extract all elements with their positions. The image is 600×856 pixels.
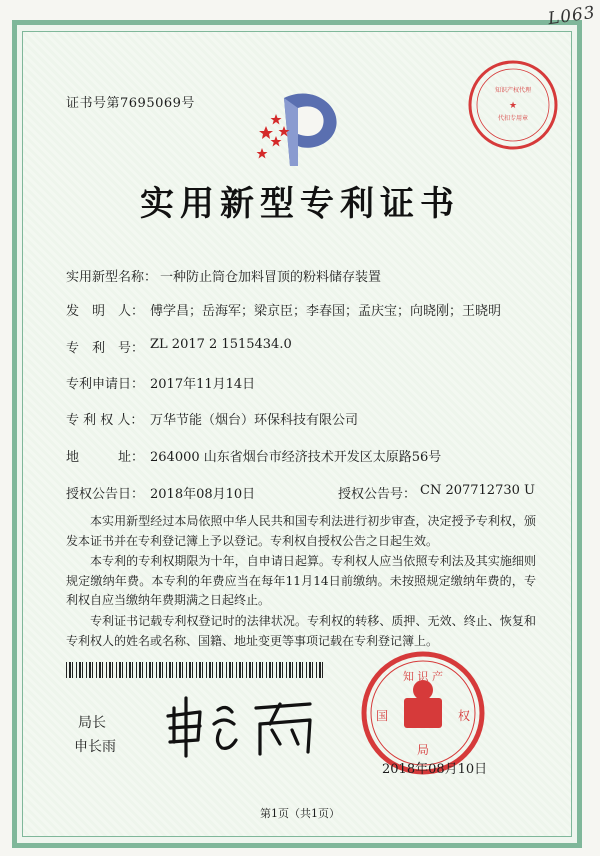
patentee-value: 万华节能（烟台）环保科技有限公司 [150,413,359,428]
patent-number-label: 专 利 号： [66,341,145,356]
grant-number-label: 授权公告号： [338,487,417,502]
body-paragraph-1: 本实用新型经过本局依照中华人民共和国专利法进行初步审查，决定授予专利权，颁发本证书并在专利登记簿上予以登记。专利权自授权公告之日起生效。 [66,514,536,548]
filing-date-label: 专利申请日： [66,377,145,392]
seal-date: 2018年08月10日 [382,762,488,777]
svg-text:权: 权 [457,709,471,723]
certificate-title: 实用新型专利证书 [140,184,460,224]
handwritten-note: L063 [546,2,597,30]
grant-date-value: 2018年08月10日 [150,487,256,502]
grant-date-label: 授权公告日： [66,487,145,502]
director-title: 局长 [78,715,106,731]
address-label: 地 址： [66,450,145,465]
patent-number-value: ZL 2017 2 1515434.0 [150,337,292,352]
inventor-value: 傅学昌；岳海军；梁京臣；李春国；孟庆宝；向晓刚；王晓明 [150,304,502,319]
certificate-number: 证书号第7695069号 [66,96,195,111]
utility-model-name-label: 实用新型名称： [66,270,158,285]
svg-text:局: 局 [416,743,430,757]
body-paragraph-3: 专利证书记载专利权登记时的法律状况。专利权的转移、质押、无效、终止、恢复和专利权人的姓名或名称、国籍、地址变更等事项记载在专利登记簿上。 [66,614,536,648]
utility-model-name-value: 一种防止筒仓加料冒顶的粉料储存装置 [160,270,382,285]
patentee-label: 专 利 权 人： [66,413,144,428]
address-value: 264000 山东省烟台市经济技术开发区太原路56号 [150,450,442,465]
barcode [66,662,326,678]
svg-text:知识产权代理: 知识产权代理 [494,87,532,94]
body-paragraph-2: 本专利的专利权期限为十年，自申请日起算。专利权人应当依照专利法及其实施细则规定缴纳年费。本专利的年费应当在每年11月14日前缴纳。未按照规定缴纳年费的，专利权自应当缴纳年费期满之日起终止。 [66,554,536,608]
svg-text:国: 国 [375,709,389,723]
svg-text:★: ★ [508,101,518,111]
director-name: 申长雨 [74,739,116,755]
handwritten-signature [160,690,330,760]
page-footer: 第1页（共1页） [260,807,340,820]
grant-number-value: CN 207712730 U [420,483,535,498]
inventor-label: 发 明 人： [66,304,145,319]
svg-text:知 识 产: 知 识 产 [403,670,443,683]
svg-text:代扣专用章: 代扣专用章 [497,115,529,122]
agency-seal-icon [466,58,560,152]
cnipa-logo-icon [254,78,350,174]
filing-date-value: 2017年11月14日 [150,377,256,392]
